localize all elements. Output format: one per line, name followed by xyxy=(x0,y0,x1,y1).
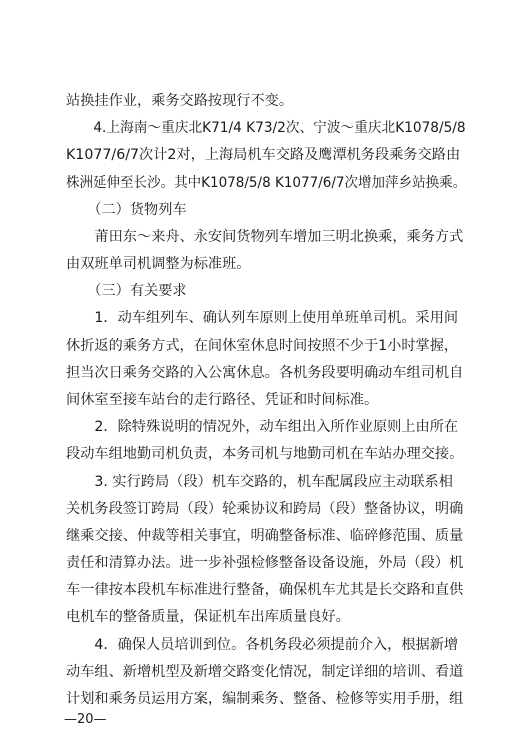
text-line: 担当次日乘务交路的入公寓休息。各机务段要明确动车组司机自 xyxy=(66,365,464,381)
text-line: 由双班单司机调整为标准班。 xyxy=(66,256,251,272)
text-line: 4.上海南～重庆北K71/4 K73/2次、宁波～重庆北K1078/5/8 xyxy=(66,120,466,136)
text-line: 站换挂作业，乘务交路按现行不变。 xyxy=(66,93,294,109)
text-line: 3. 实行跨局（段）机车交路的，机车配属段应主动联系相 xyxy=(66,474,453,490)
text-line: 4．确保人员培训到位。各机务段必须提前介入，根据新增 xyxy=(66,637,459,653)
text-line: 车一律按本段机车标准进行整备，确保机车尤其是长交路和直供 xyxy=(66,582,464,598)
text-line: 电机车的整备质量，保证机车出库质量良好。 xyxy=(66,609,350,625)
section-heading: （二）货物列车 xyxy=(66,202,187,218)
text-line: 责任和清算办法。进一步补强检修整备设备设施，外局（段）机 xyxy=(66,555,464,571)
text-line: 2．除特殊说明的情况外，动车组出入所作业原则上由所在 xyxy=(66,419,459,435)
text-line: 莆田东～来舟、永安间货物列车增加三明北换乘，乘务方式 xyxy=(66,229,464,245)
text-line: 间休室至接车站台的走行路径、凭证和时间标准。 xyxy=(66,392,379,408)
section-heading: （三）有关要求 xyxy=(66,283,187,299)
text-line: 动车组、新增机型及新增交路变化情况，制定详细的培训、看道 xyxy=(66,664,464,680)
text-line: 关机务段签订跨局（段）轮乘协议和跨局（段）整备协议，明确 xyxy=(66,501,464,517)
text-line: K1077/6/7次计2对，上海局机车交路及鹰潭机务段乘务交路由 xyxy=(66,147,461,163)
text-line: 段动车组地勤司机负责，本务司机与地勤司机在车站办理交接。 xyxy=(66,446,464,462)
text-line: 休折返的乘务方式，在间休室休息时间按照不少于1小时掌握， xyxy=(66,338,459,354)
text-line: 1．动车组列车、确认列车原则上使用单班单司机。采用间 xyxy=(66,310,459,326)
text-line: 株洲延伸至长沙。其中K1078/5/8 K1077/6/7次增加萍乡站换乘。 xyxy=(66,175,467,191)
text-line: 计划和乘务员运用方案，编制乘务、整备、检修等实用手册，组 xyxy=(66,691,464,707)
page-number: —20— xyxy=(64,712,107,727)
text-line: 继乘交接、仲裁等相关事宜，明确整备标准、临碎修范围、质量 xyxy=(66,528,464,544)
